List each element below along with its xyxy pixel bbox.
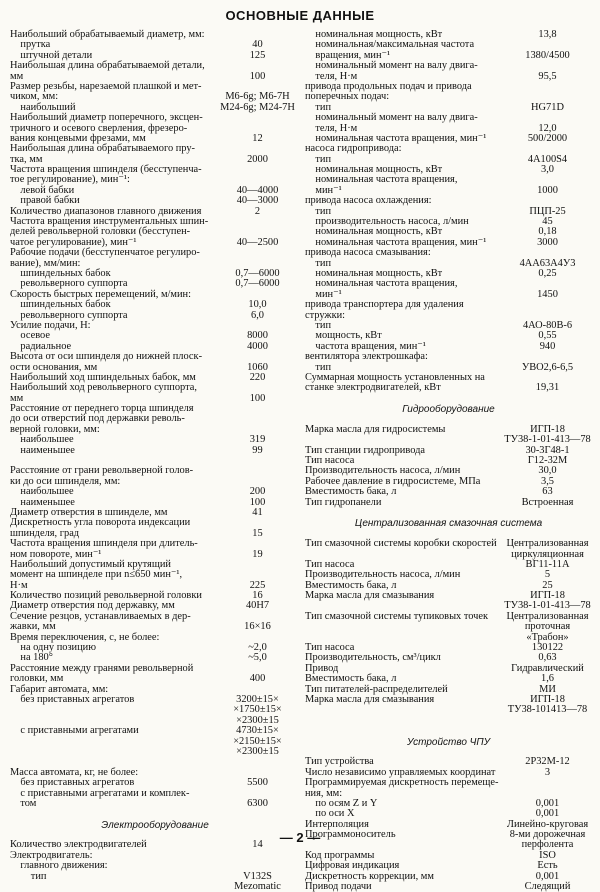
spec-value: 1,6 — [541, 673, 554, 685]
spec-label: делей револьверной головки (бесступен- — [10, 226, 191, 238]
spec-label: Марка масла для гидросистемы — [305, 423, 446, 435]
spec-label: Количество позиций револьверной головки — [10, 590, 202, 602]
section-heading: Гидрооборудование — [402, 404, 495, 416]
spec-label: Рабочее давление в гидросистеме, МПа — [305, 475, 481, 487]
spec-value: 940 — [539, 340, 556, 352]
spec-label: насоса гидропривода: — [305, 143, 402, 155]
section-heading: Устройство ЧПУ — [406, 736, 491, 748]
spec-value: 8000 — [247, 330, 268, 342]
spec-label: Наибольший ход шпиндельных бабок, мм — [10, 371, 196, 383]
spec-row — [10, 809, 300, 819]
spec-value: 0,55 — [538, 330, 557, 342]
spec-label: прутка — [10, 39, 51, 51]
spec-value: 41 — [252, 506, 263, 518]
spec-label: Тип смазочной системы тупиковых точек — [305, 610, 489, 622]
spec-label: Дискретность коррекции, мм — [305, 870, 434, 882]
spec-label: привода транспортера для удаления — [305, 299, 464, 311]
spec-value: Mezomatic — [234, 881, 281, 892]
spec-label: на одну позицию — [10, 642, 97, 654]
spec-value: Встроенная — [521, 496, 574, 508]
spec-label: номинальный момент на валу двига- — [305, 112, 478, 124]
spec-value: Г12-32М — [527, 455, 568, 467]
spec-label: Цифровая индикация — [305, 860, 400, 872]
spec-label: Вместимость бака, л — [305, 673, 397, 685]
spec-row — [305, 851, 592, 861]
spec-value: 3 — [544, 766, 551, 778]
spec-label: правой бабки — [10, 195, 80, 207]
spec-value: Линейно-круговая — [506, 818, 589, 830]
spec-value: ВГ11-11А — [525, 558, 570, 570]
spec-label: Код программы — [305, 849, 375, 861]
spec-label: мин⁻¹ — [305, 184, 342, 196]
spec-label: Наибольшая длина обрабатываемой детали, — [10, 60, 205, 72]
spec-value: Централизованная — [506, 610, 589, 622]
spec-value: 4АА63А4У3 — [519, 257, 576, 269]
spec-value: 40H7 — [245, 600, 270, 612]
spec-label: Тип смазочной системы коробки скоростей — [305, 538, 497, 550]
spec-value: 12,0 — [538, 122, 557, 134]
right-column — [305, 30, 592, 892]
spec-label: Число независимо управляемых координат — [305, 766, 496, 778]
spec-value: Есть — [537, 860, 558, 872]
page-title: ОСНОВНЫЕ ДАННЫЕ — [225, 8, 375, 23]
spec-value: ИГП-18 — [530, 423, 565, 435]
spec-row — [305, 705, 592, 715]
spec-value: 4000 — [247, 340, 268, 352]
spec-value: 40—3000 — [236, 195, 279, 207]
spec-label: номинальная мощность, кВт — [305, 267, 443, 279]
spec-value: 19,31 — [535, 382, 560, 394]
spec-value: 2 — [254, 205, 261, 217]
spec-label: Частота вращения инструментальных шпин- — [10, 216, 209, 228]
spec-label: тка, мм — [10, 153, 43, 165]
spec-value: ×1750±15× — [233, 704, 282, 716]
spec-value: 1380/4500 — [525, 49, 570, 61]
spec-label: мм — [10, 392, 24, 404]
spec-label: ном повороте, мин⁻¹ — [10, 548, 102, 560]
spec-label: осевое — [10, 330, 50, 342]
left-column — [10, 30, 300, 892]
spec-label: Марка масла для смазывания — [305, 590, 435, 602]
spec-label: том — [10, 797, 37, 809]
spec-row — [10, 851, 300, 861]
spec-row — [305, 882, 592, 892]
spec-label: Интерполяция — [305, 818, 369, 830]
spec-label: частота вращения, мин⁻¹ — [305, 340, 426, 352]
spec-value: 1000 — [537, 184, 558, 196]
spec-label: тип — [305, 257, 332, 269]
spec-label: Электродвигатель: — [10, 849, 93, 861]
spec-label: Количество диапазонов главного движения — [10, 205, 202, 217]
spec-label: тип — [305, 101, 332, 113]
spec-value: 99 — [252, 444, 263, 456]
spec-value: циркуляционная — [511, 548, 584, 560]
spec-label: Время переключения, с, не более: — [10, 631, 160, 643]
spec-row — [10, 882, 300, 892]
spec-label: главного движения: — [10, 860, 108, 872]
spec-label: Сечение резцов, устанавливаемых в дер- — [10, 610, 191, 622]
spec-label: Диаметр отверстия в шпинделе, мм — [10, 506, 168, 518]
spec-label: привода продольных подач и привода — [305, 80, 472, 92]
spec-label: на 180° — [10, 652, 53, 664]
spec-label: тип — [305, 361, 332, 373]
spec-label: без приставных агрегатов — [10, 694, 135, 705]
spec-value: 25 — [542, 579, 553, 591]
spec-value: 30-3Г48-1 — [525, 444, 570, 456]
spec-label: с приставными агрегатами — [10, 725, 139, 737]
spec-label: теля, Н·м — [305, 122, 358, 134]
spec-row — [305, 498, 592, 508]
spec-value: 225 — [249, 579, 266, 591]
spec-row — [305, 383, 592, 393]
spec-value: 0,001 — [535, 797, 560, 809]
spec-label: ки до оси шпинделя, мм: — [10, 475, 121, 487]
spec-value: 63 — [542, 486, 553, 498]
spec-value: 500/2000 — [527, 132, 568, 144]
spec-label: без приставных агрегатов — [10, 777, 135, 789]
spec-value: V132S — [243, 870, 272, 882]
spec-label: Высота от оси шпинделя до нижней плоск- — [10, 351, 203, 363]
spec-label: Наибольший диаметр поперечного, эксцен- — [10, 112, 203, 124]
spec-label: верной головки, мм: — [10, 423, 100, 435]
spec-value: 3,5 — [541, 475, 554, 487]
spec-value: ИГП-18 — [530, 590, 565, 602]
spec-row — [10, 747, 300, 757]
spec-row — [305, 352, 592, 362]
spec-row — [305, 778, 592, 788]
spec-label: Производительность насоса, л/мин — [305, 465, 461, 477]
spec-label: производительность насоса, л/мин — [305, 216, 469, 228]
spec-label: радиальное — [10, 340, 72, 352]
spec-label: тип — [305, 319, 332, 331]
spec-label: номинальная/максимальная частота — [305, 39, 475, 51]
spec-label: Тип гидропанели — [305, 496, 382, 508]
spec-value: ×2300±15 — [236, 714, 279, 726]
spec-row — [305, 394, 592, 404]
spec-value: 6300 — [247, 797, 268, 809]
spec-row — [305, 539, 592, 549]
spec-value: 5 — [544, 569, 551, 581]
spec-value: 45 — [542, 216, 553, 228]
spec-label: Тип насоса — [305, 558, 355, 570]
spec-value: ТУ38-1-01-413—78 — [504, 434, 591, 446]
spec-label: Н·м — [10, 579, 28, 591]
spec-label: Наибольший допустимый крутящий — [10, 558, 171, 570]
spec-value: 4А100S4 — [527, 153, 568, 165]
spec-value: 15 — [252, 527, 263, 539]
spec-label: номинальная частота вращения, — [305, 278, 458, 290]
spec-label: шпиндельных бабок — [10, 267, 111, 279]
spec-label: Производительность, см³/цикл — [305, 652, 441, 664]
spec-label: номинальная частота вращения, мин⁻¹ — [305, 236, 487, 248]
spec-label: Расстояние от переднего торца шпинделя — [10, 403, 194, 415]
spec-label: Производительность насоса, л/мин — [305, 569, 461, 581]
spec-value: 1060 — [247, 361, 268, 373]
spec-row — [10, 539, 300, 549]
spec-value: ×2300±15 — [236, 745, 279, 757]
spec-label: вращения, мин⁻¹ — [305, 49, 391, 61]
spec-value: 0,18 — [538, 226, 557, 238]
spec-label: тип — [305, 205, 332, 217]
spec-label: Тип насоса — [305, 642, 355, 654]
spec-row — [10, 352, 300, 362]
spec-label: шпинделя, град — [10, 527, 80, 539]
spec-label: мощность, кВт — [305, 330, 382, 342]
spec-label: Вместимость бака, л — [305, 486, 397, 498]
spec-value: ~5,0 — [248, 652, 267, 664]
spec-value: 0,7—6000 — [235, 267, 280, 279]
spec-value: 16×16 — [244, 621, 271, 633]
spec-label: наименьшее — [10, 444, 75, 456]
spec-value: перфолента — [521, 839, 574, 851]
spec-value: 5500 — [247, 777, 268, 789]
spec-label: Программируемая дискретность перемеще- — [305, 777, 499, 789]
spec-label: номинальная мощность, кВт — [305, 164, 443, 176]
spec-value: 0,63 — [538, 652, 557, 664]
spec-label: ния, мм: — [305, 787, 343, 799]
spec-value: 0,001 — [535, 870, 560, 882]
spec-label: теля, Н·м — [305, 70, 358, 82]
spec-label: тричного и осевого сверления, фрезеро- — [10, 122, 188, 134]
spec-label: жавки, мм — [10, 621, 56, 633]
spec-label: Программоноситель — [305, 829, 396, 841]
spec-label: поперечных подач: — [305, 91, 390, 103]
page-number: — 2 — — [279, 830, 321, 845]
spec-label: вентилятора электрошкафа: — [305, 351, 428, 363]
spec-value: HG71D — [531, 101, 564, 113]
spec-label: револьверного суппорта — [10, 309, 128, 321]
spec-value: 40—2500 — [236, 236, 279, 248]
spec-value: МИ — [539, 683, 556, 695]
spec-value: 3200±15× — [236, 694, 279, 705]
spec-value: 40—4000 — [236, 184, 279, 196]
spec-row — [305, 508, 592, 518]
spec-value: 3,0 — [541, 164, 554, 176]
spec-value: 4730±15× — [236, 725, 279, 737]
section-heading: Электрооборудование — [101, 819, 209, 831]
spec-value: 30,0 — [538, 465, 557, 477]
spec-value: 319 — [249, 434, 266, 446]
spec-label: Скорость быстрых перемещений, м/мин: — [10, 288, 192, 300]
spec-label: Привод — [305, 662, 339, 674]
spec-row — [305, 113, 592, 123]
spec-label: до оси отверстий под державки револь- — [10, 413, 185, 425]
spec-label: чатое регулирование), мин⁻¹ — [10, 236, 137, 248]
spec-value: «Трабон» — [526, 631, 569, 643]
spec-label: Количество электродвигателей — [10, 839, 147, 851]
spec-label: тип — [10, 870, 47, 882]
spec-label: Тип насоса — [305, 455, 355, 467]
spec-label: мм — [10, 70, 24, 82]
spec-label: Тип станции гидропривода — [305, 444, 425, 456]
spec-value: 12 — [252, 132, 263, 144]
spec-label: наибольший — [10, 101, 76, 113]
spec-value: 200 — [249, 486, 266, 498]
spec-label: номинальная мощность, кВт — [305, 29, 443, 40]
spec-row — [10, 861, 300, 871]
spec-value: 13,8 — [538, 29, 557, 40]
spec-value: проточная — [524, 621, 571, 633]
spec-label: стружки: — [305, 309, 346, 321]
spec-value: M24-6g; M24-7H — [220, 101, 295, 113]
spec-label: Диаметр отверстия под державку, мм — [10, 600, 175, 612]
spec-label: вания концевыми фрезами, мм — [10, 132, 146, 144]
spec-label: привода насоса смазывания: — [305, 247, 431, 259]
spec-value: 4АО-80В-6 — [522, 319, 573, 331]
spec-value: ТУ38-101413—78 — [507, 704, 588, 716]
spec-label: Наибольший ход револьверного суппорта, — [10, 382, 197, 394]
spec-value: 8-ми дорожечная — [509, 829, 586, 841]
spec-value: 0,001 — [535, 808, 560, 820]
spec-label: Наибольший обрабатываемый диаметр, мм: — [10, 29, 205, 40]
spec-label: номинальный момент на валу двига- — [305, 60, 478, 72]
spec-label: номинальная мощность, кВт — [305, 226, 443, 238]
spec-row — [305, 861, 592, 871]
spec-value: 100 — [249, 496, 266, 508]
spec-label: чиком, мм: — [10, 91, 59, 103]
spec-label: с приставными агрегатами и комплек- — [10, 787, 190, 799]
spec-row — [10, 300, 300, 310]
spec-row — [10, 726, 300, 736]
spec-label: наименьшее — [10, 496, 75, 508]
spec-label: Рабочие подачи (бесступенчатое регулиро- — [10, 247, 200, 259]
spec-value: УВО2,6-6,5 — [521, 361, 574, 373]
spec-label: по осям Z и Y — [305, 797, 378, 809]
spec-value: 220 — [249, 371, 266, 383]
spec-value: 14 — [252, 839, 263, 851]
spec-label: Вместимость бака, л — [305, 579, 397, 591]
spec-value: Следящий — [524, 881, 571, 892]
spec-value: M6-6g; M6-7H — [225, 91, 290, 103]
spec-row — [10, 61, 300, 71]
spec-label: Размер резьбы, нарезаемой плашкой и мет- — [10, 80, 202, 92]
spec-label: тое регулирование), мин⁻¹: — [10, 174, 130, 186]
spec-label: Тип питателей-распределителей — [305, 683, 448, 695]
spec-value: ISO — [539, 849, 556, 861]
spec-label: станке электродвигателей, кВт — [305, 382, 441, 394]
section-heading: Централизованная смазочная система — [354, 518, 543, 530]
spec-label: шпиндельных бабок — [10, 299, 111, 311]
spec-value: 2000 — [247, 153, 268, 165]
spec-value: ~2,0 — [248, 642, 267, 654]
spec-label: мин⁻¹ — [305, 288, 342, 300]
spec-label: штучной детали — [10, 49, 93, 61]
spec-label: Марка масла для смазывания — [305, 694, 435, 705]
spec-value: 6,0 — [251, 309, 264, 321]
spec-label: Дискретность угла поворота индексации — [10, 517, 191, 529]
spec-label: Расстояние от грани револьверной голов- — [10, 465, 194, 477]
spec-label: головки, мм — [10, 673, 64, 685]
spec-row — [10, 872, 300, 882]
spec-label: привода насоса охлаждения: — [305, 195, 432, 207]
spec-value: 3000 — [537, 236, 558, 248]
spec-label: тип — [305, 153, 332, 165]
spec-value: ИГП-18 — [530, 694, 565, 705]
spec-row — [305, 61, 592, 71]
spec-value: 0,7—6000 — [235, 278, 280, 290]
spec-value: ×2150±15× — [233, 735, 282, 747]
spec-row — [10, 446, 300, 456]
spec-label: номинальная частота вращения, мин⁻¹ — [305, 132, 487, 144]
spec-row — [305, 716, 592, 726]
spec-label: Масса автомата, кг, не более: — [10, 766, 139, 778]
spec-value: 95,5 — [538, 70, 557, 82]
spec-value: ПЦП-25 — [529, 205, 566, 217]
spec-row — [10, 799, 300, 809]
spec-value: 130122 — [531, 642, 564, 654]
spec-value: 19 — [252, 548, 263, 560]
spec-label: револьверного суппорта — [10, 278, 128, 290]
spec-value: ТУ38-1-01-413—78 — [504, 600, 591, 612]
spec-label: момент на шпинделе при n≤650 мин⁻¹, — [10, 569, 183, 581]
spec-row — [305, 872, 592, 882]
spec-label: Суммарная мощность установленных на — [305, 371, 485, 383]
spec-label: Усилие подачи, Н: — [10, 319, 91, 331]
spec-label: Габарит автомата, мм: — [10, 683, 109, 695]
spec-row — [10, 113, 300, 123]
spec-row — [305, 726, 592, 736]
spec-value: 100 — [249, 392, 266, 404]
spec-label: левой бабки — [10, 184, 75, 196]
spec-value: 100 — [249, 70, 266, 82]
spec-value: 1450 — [537, 288, 558, 300]
spec-label: ости основания, мм — [10, 361, 98, 373]
spec-label: Частота вращения шпинделя при длитель- — [10, 538, 198, 550]
spec-label: наибольшее — [10, 486, 74, 498]
spec-value: 40 — [252, 39, 263, 51]
spec-label: по оси X — [305, 808, 355, 820]
spec-value: 16 — [252, 590, 263, 602]
spec-value: Гидравлический — [511, 662, 584, 674]
spec-label: номинальная частота вращения, — [305, 174, 458, 186]
spec-label: Частота вращения шпинделя (бесступенча- — [10, 164, 202, 176]
spec-row — [305, 300, 592, 310]
spec-value: 125 — [249, 49, 266, 61]
spec-label: Тип устройства — [305, 756, 374, 768]
spec-row — [10, 778, 300, 788]
spec-label: Наибольшая длина обрабатываемого пру- — [10, 143, 196, 155]
spec-value: 400 — [249, 673, 266, 685]
spec-value: 10,0 — [248, 299, 267, 311]
spec-value: 2Р32М-12 — [525, 756, 570, 768]
spec-label: вание), мм/мин: — [10, 257, 81, 269]
spec-value: 0,25 — [538, 267, 557, 279]
spec-label: наибольшее — [10, 434, 74, 446]
spec-label: Расстояние между гранями револьверной — [10, 662, 194, 674]
spec-value: Централизованная — [506, 538, 589, 550]
spec-label: Привод подачи — [305, 881, 372, 892]
